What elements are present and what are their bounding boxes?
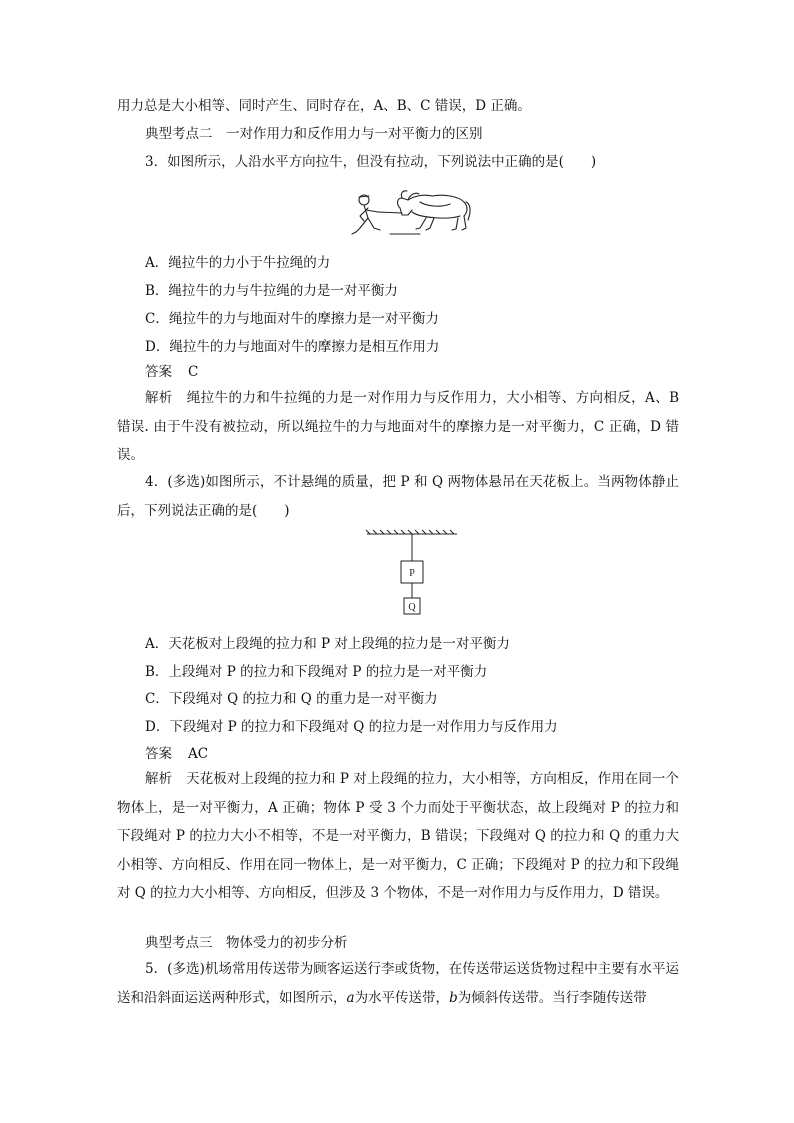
q3-analysis-label: 解析	[145, 390, 173, 406]
q3-analysis	[117, 384, 679, 470]
section-heading-3: 典型考点三 物体受力的初步分析	[145, 935, 348, 951]
block-p-label: P	[409, 568, 415, 579]
q4-option-d: D．下段绳对 P 的拉力和下段绳对 Q 的拉力是一对作用力与反作用力	[145, 719, 558, 735]
block-q-label: Q	[408, 602, 416, 613]
q4-analysis	[117, 765, 679, 908]
ceiling-hanging-blocks-diagram	[362, 528, 462, 620]
q4-analysis-text: 天花板对上段绳的拉力和 P 对上段绳的拉力，大小相等，方向相反，作用在同一个物体上，是一对平衡力，A 正确；物体 P 受 3 个力而处于平衡状态，故上段绳对 P 的拉力和下段绳对 P 的拉力大小不相等，不是一对平衡力，B 错误；下段绳对 Q 的拉力和 Q 的重力大小相等、方向相反、作用在同一物体上，是一对平衡力，C 正确；下段绳对 P 的拉力和下段绳对 Q 的拉力大小相等、方向相反，但涉及 3 个物体，不是一对作用力与反作用力，D 错误。	[117, 771, 680, 901]
q4-answer-value: AC	[188, 746, 209, 762]
text-line-continued: 用力总是大小相等、同时产生、同时存在，A、B、C 错误，D 正确。	[117, 98, 531, 114]
q4-stem-text: 4．(多选)如图所示，不计悬绳的质量，把 P 和 Q 两物体悬吊在天花板上。当两物体静止后，下列说法正确的是( )	[117, 474, 679, 519]
q5-stem	[117, 955, 679, 1012]
q4-answer-label: 答案	[145, 746, 172, 762]
section-heading-2: 典型考点二 一对作用力和反作用力与一对平衡力的区别	[145, 126, 483, 142]
q3-answer	[145, 362, 198, 382]
q4-option-a: A．天花板对上段绳的拉力和 P 对上段绳的拉力是一对平衡力	[145, 636, 510, 652]
q3-option-b: B．绳拉牛的力与牛拉绳的力是一对平衡力	[145, 283, 398, 299]
q3-option-c: C．绳拉牛的力与地面对牛的摩擦力是一对平衡力	[145, 311, 439, 327]
q4-answer	[145, 744, 208, 764]
q5-stem-part1: 5．(多选)机场常用传送带为顾客运送行李或货物，在传送带运送货物过程中主要有水平运送和沿斜面运送两种形式，如图所示，	[117, 961, 679, 1006]
q5-var-b: b	[449, 989, 458, 1006]
q4-option-b: B．上段绳对 P 的拉力和下段绳对 P 的拉力是一对平衡力	[145, 664, 488, 680]
q3-answer-label: 答案	[145, 364, 172, 380]
q5-var-a: a	[346, 989, 355, 1006]
q3-option-d: D．绳拉牛的力与地面对牛的摩擦力是相互作用力	[145, 339, 440, 355]
q5-stem-part3: 为倾斜传送带。当行李随传送带	[457, 989, 647, 1006]
q3-answer-value: C	[188, 364, 199, 380]
q4-stem	[117, 468, 679, 525]
q3-option-a: A．绳拉牛的力小于牛拉绳的力	[145, 255, 331, 271]
man-pulling-ox-illustration	[350, 188, 475, 243]
q3-analysis-text: 绳拉牛的力和牛拉绳的力是一对作用力与反作用力，大小相等、方向相反，A、B 错误. 由于牛没有被拉动，所以绳拉牛的力与地面对牛的摩擦力是一对平衡力，C 正确，D 错误。	[117, 390, 680, 463]
q4-analysis-label: 解析	[145, 771, 173, 787]
q4-option-c: C．下段绳对 Q 的拉力和 Q 的重力是一对平衡力	[145, 691, 438, 707]
q3-stem: 3．如图所示，人沿水平方向拉牛，但没有拉动，下列说法中正确的是( )	[145, 154, 597, 170]
q5-stem-part2: 为水平传送带，	[354, 989, 450, 1006]
